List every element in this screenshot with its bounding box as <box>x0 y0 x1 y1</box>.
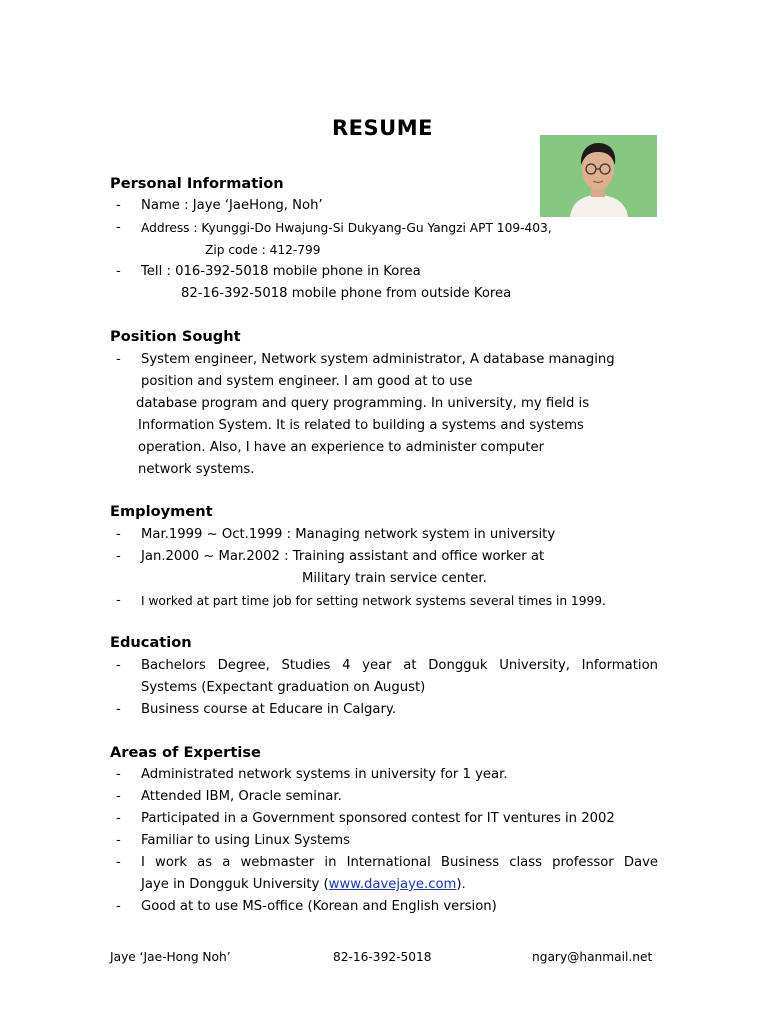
footer-name: Jaye ‘Jae-Hong Noh’ <box>110 950 231 964</box>
section-heading-employment: Employment <box>110 503 213 520</box>
bullet-dash: - <box>116 527 121 542</box>
personal-tell-outside: 82-16-392-5018 mobile phone from outside Korea <box>181 286 512 301</box>
expertise-item: I work as a webmaster in International Business class professor Dave <box>141 855 658 870</box>
section-heading-position: Position Sought <box>110 328 241 345</box>
employment-item-cont: Military train service center. <box>302 571 487 586</box>
footer-phone: 82-16-392-5018 <box>333 950 432 964</box>
expertise-text: Jaye in Dongguk University ( <box>141 877 329 892</box>
education-item-cont: Systems (Expectant graduation on August) <box>141 680 426 695</box>
section-heading-education: Education <box>110 634 192 651</box>
personal-tell: Tell : 016-392-5018 mobile phone in Korea <box>141 264 421 279</box>
section-heading-expertise: Areas of Expertise <box>110 744 261 761</box>
bullet-dash: - <box>116 789 121 804</box>
expertise-item-cont <box>141 877 466 892</box>
bullet-dash: - <box>116 220 121 235</box>
footer-email: ngary@hanmail.net <box>532 950 653 964</box>
profile-photo <box>540 135 657 217</box>
expertise-item: Familiar to using Linux Systems <box>141 833 351 848</box>
expertise-item: Participated in a Government sponsored contest for IT ventures in 2002 <box>141 811 615 826</box>
expertise-item: Administrated network systems in university for 1 year. <box>141 767 508 782</box>
website-link[interactable]: www.davejaye.com <box>328 877 457 892</box>
personal-name: Name : Jaye ‘JaeHong, Noh’ <box>141 198 323 213</box>
bullet-dash: - <box>116 855 121 870</box>
bullet-dash: - <box>116 811 121 826</box>
education-item: Business course at Educare in Calgary. <box>141 702 397 717</box>
portrait-image <box>540 135 657 217</box>
position-line: operation. Also, I have an experience to administer computer <box>138 440 545 455</box>
position-line: System engineer, Network system administrator, A database managing <box>141 352 615 367</box>
position-line: Information System. It is related to building a systems and systems <box>138 418 584 433</box>
bullet-dash: - <box>116 593 121 608</box>
position-line: network systems. <box>138 462 255 477</box>
expertise-item: Good at to use MS-office (Korean and English version) <box>141 899 497 914</box>
personal-zip: Zip code : 412-799 <box>205 243 321 257</box>
bullet-dash: - <box>116 264 121 279</box>
position-line: database program and query programming. In university, my field is <box>136 396 590 411</box>
bullet-dash: - <box>116 198 121 213</box>
bullet-dash: - <box>116 352 121 367</box>
personal-address: Address : Kyunggi-Do Hwajung-Si Dukyang-Gu Yangzi APT 109-403, <box>141 221 552 235</box>
employment-item: Mar.1999 ~ Oct.1999 : Managing network system in university <box>141 527 556 542</box>
bullet-dash: - <box>116 549 121 564</box>
expertise-item: Attended IBM, Oracle seminar. <box>141 789 342 804</box>
bullet-dash: - <box>116 833 121 848</box>
employment-item: Jan.2000 ~ Mar.2002 : Training assistant and office worker at <box>141 549 545 564</box>
employment-item: I worked at part time job for setting network systems several times in 1999. <box>141 594 606 608</box>
education-item: Bachelors Degree, Studies 4 year at Dongguk University, Information <box>141 658 658 673</box>
section-heading-personal: Personal Information <box>110 175 284 192</box>
bullet-dash: - <box>116 658 121 673</box>
bullet-dash: - <box>116 899 121 914</box>
expertise-text: ). <box>456 877 466 892</box>
bullet-dash: - <box>116 767 121 782</box>
page-title: RESUME <box>332 116 433 140</box>
bullet-dash: - <box>116 702 121 717</box>
position-line: position and system engineer. I am good at to use <box>141 374 473 389</box>
